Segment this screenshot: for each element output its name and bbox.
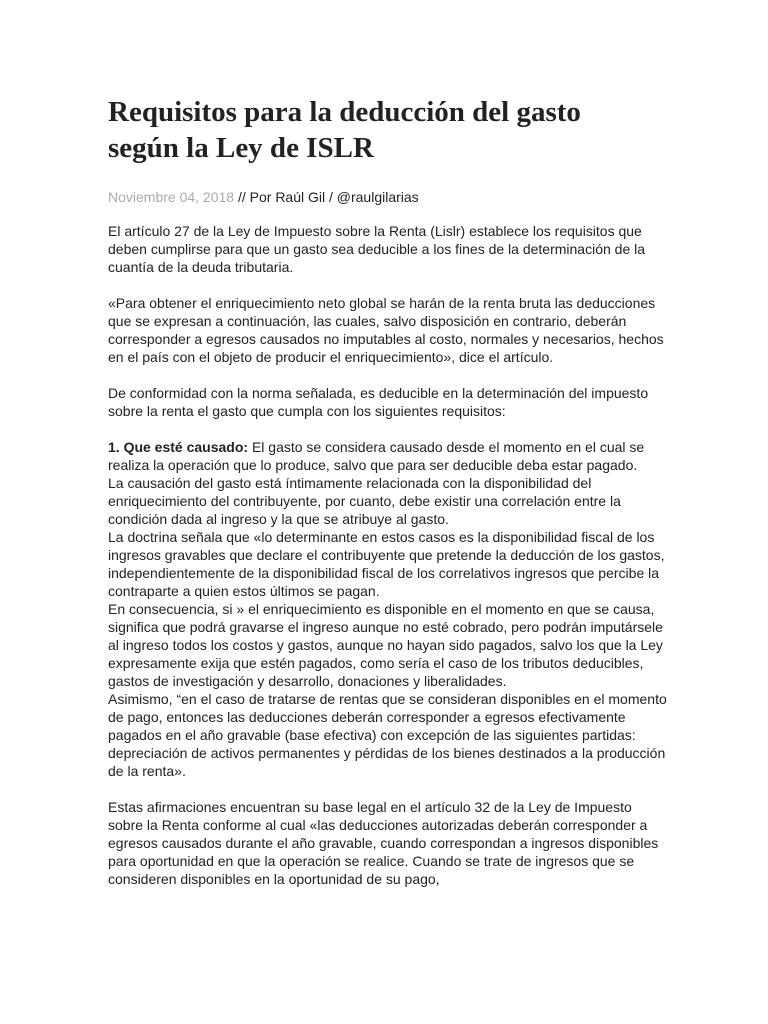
article-title-line-1: Requisitos para la deducción del gasto — [108, 96, 581, 128]
paragraph-consequence: En consecuencia, si » el enriquecimiento es disponible en el momento en que se causa, significa que podrá gravarse el ingreso aunque no esté cobrado, pero podrán imputársele al ingreso todos los costos y gastos, aunque no hayan sido pagados, salvo los que la Ley expresamente exija que estén pagados, como sería el caso de los tributos deducibles, gastos de investigación y desarrollo, donaciones y liberalidades. — [108, 601, 663, 689]
article — [108, 94, 668, 906]
author-credit: // Por Raúl Gil / @raulgilarias — [234, 189, 419, 205]
paragraph-likewise: Asimismo, “en el caso de tratarse de rentas que se consideran disponibles en el momento de pago, entonces las deducciones deberán corresponder a egresos efectivamente pagados en el año gravable (base efectiva) con excepción de las siguientes partidas: depreciación de activos permanentes y pérdidas de los bienes destinados a la producción de la renta». — [108, 691, 667, 779]
article-title — [108, 94, 668, 166]
paragraph-causation: La causación del gasto está íntimamente relacionada con la disponibilidad del enriquecimiento del contribuyente, por cuanto, debe existir una correlación entre la condición dada al ingreso y la que se atribuye al gasto. — [108, 475, 621, 527]
requirement-item-1-text: El gasto se considera causado desde el momento en el cual se realiza la operación que lo produce, salvo que para ser deducible deba estar pagado. — [108, 439, 645, 473]
requirement-item-1-label: 1. Que esté causado: — [108, 439, 249, 455]
paragraph-legal-basis: Estas afirmaciones encuentran su base legal en el artículo 32 de la Ley de Impuesto sobre la Renta conforme al cual «las deducciones autorizadas deberán corresponder a egresos causados durante el año gravable, cuando correspondan a ingresos disponibles para oportunidad en que la operación se realice. Cuando se trate de ingresos que se consideren disponibles en la oportunidad de su pago, — [108, 799, 659, 887]
article-title-line-2: según la Ley de ISLR — [108, 132, 374, 164]
paragraph-requirements-intro: De conformidad con la norma señalada, es deducible en la determinación del impuesto sobre la renta el gasto que cumpla con los siguientes requisitos: — [108, 385, 649, 419]
paragraph-intro: El artículo 27 de la Ley de Impuesto sobre la Renta (Lislr) establece los requisitos que deben cumplirse para que un gasto sea deducible a los fines de la determinación de la cuantía de la deuda tributaria. — [108, 223, 646, 275]
paragraph-doctrine: La doctrina señala que «lo determinante en estos casos es la disponibilidad fiscal de los ingresos gravables que declare el contribuyente que pretende la deducción de los gastos, independientemente de la disponibilidad fiscal de los correlativos ingresos que percibe la contraparte a quien estos últimos se pagan. — [108, 529, 665, 599]
paragraph-quote: «Para obtener el enriquecimiento neto global se harán de la renta bruta las deducciones que se expresan a continuación, las cuales, salvo disposición en contrario, deberán corresponder a egresos causados no imputables al costo, normales y necesarios, hechos en el país con el objeto de producir el enriquecimiento», dice el artículo. — [108, 295, 664, 365]
article-byline — [108, 188, 668, 206]
publish-date: Noviembre 04, 2018 — [108, 189, 235, 205]
requirement-item-1 — [108, 438, 668, 474]
